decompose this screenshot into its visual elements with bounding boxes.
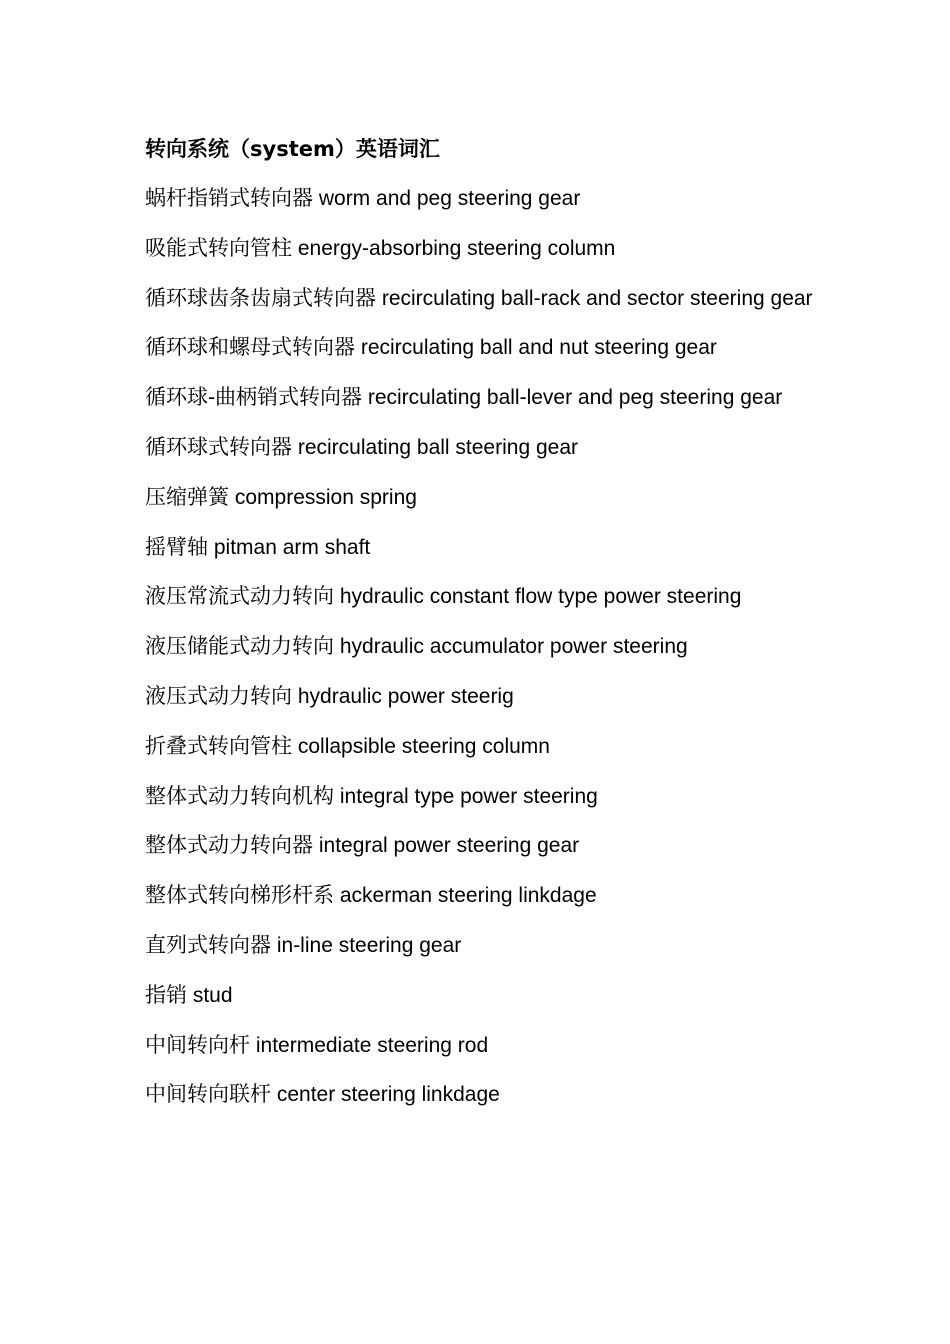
entry-english: recirculating ball steering gear: [297, 435, 578, 459]
entry-chinese: 摇臂轴: [145, 535, 208, 559]
entry-chinese: 折叠式转向管柱: [145, 734, 292, 758]
entry-english: hydraulic constant flow type power steering: [339, 585, 742, 609]
entry-english: pitman arm shaft: [213, 535, 371, 559]
entry-english: integral power steering gear: [318, 834, 580, 858]
entry-english: recirculating ball and nut steering gear: [360, 336, 717, 360]
vocabulary-entry: [145, 921, 817, 971]
vocabulary-entry: [145, 274, 817, 324]
entry-english: compression spring: [234, 485, 417, 509]
entry-english: ackerman steering linkdage: [339, 884, 597, 908]
vocabulary-entry: [145, 722, 817, 772]
vocabulary-entry: [145, 224, 817, 274]
entry-chinese: 液压式动力转向: [145, 684, 292, 708]
vocabulary-entry: [145, 523, 817, 573]
entry-english: recirculating ball-rack and sector steering gear: [381, 286, 813, 310]
vocabulary-entry: [145, 1070, 817, 1120]
entry-chinese: 循环球-曲柄销式转向器: [145, 386, 362, 410]
entry-chinese: 液压储能式动力转向: [145, 635, 334, 659]
vocabulary-entry: [145, 323, 817, 373]
entry-chinese: 吸能式转向管柱: [145, 236, 292, 260]
entry-chinese: 循环球式转向器: [145, 435, 292, 459]
entry-english: collapsible steering column: [297, 734, 550, 758]
entry-english: hydraulic power steerig: [297, 684, 514, 708]
entry-chinese: 液压常流式动力转向: [145, 585, 334, 609]
entry-chinese: 循环球和螺母式转向器: [145, 336, 355, 360]
vocabulary-entry: [145, 572, 817, 622]
entry-english: hydraulic accumulator power steering: [339, 635, 688, 659]
entry-chinese: 整体式动力转向器: [145, 834, 313, 858]
vocabulary-entry: [145, 174, 817, 224]
vocabulary-entry: [145, 373, 817, 423]
entry-chinese: 压缩弹簧: [145, 485, 229, 509]
entry-english: stud: [192, 983, 233, 1007]
entry-english: recirculating ball-lever and peg steering gear: [367, 386, 783, 410]
entry-chinese: 指销: [145, 983, 187, 1007]
vocabulary-entry: [145, 1021, 817, 1071]
entry-chinese: 中间转向联杆: [145, 1083, 271, 1107]
entry-chinese: 整体式转向梯形杆系: [145, 884, 334, 908]
document-title: 转向系统（system）英语词汇: [145, 137, 440, 161]
entry-chinese: 直列式转向器: [145, 933, 271, 957]
entry-english: in-line steering gear: [276, 933, 462, 957]
vocabulary-entry: [145, 772, 817, 822]
entry-chinese: 蜗杆指销式转向器: [145, 187, 313, 210]
document-body: [145, 124, 817, 1120]
entry-chinese: 整体式动力转向机构: [145, 784, 334, 808]
entry-english: worm and peg steering gear: [318, 187, 581, 210]
vocabulary-entry: [145, 473, 817, 523]
entry-chinese: 循环球齿条齿扇式转向器: [145, 286, 376, 310]
entry-english: integral type power steering: [339, 784, 598, 808]
vocabulary-entry: [145, 423, 817, 473]
vocabulary-entry: [145, 971, 817, 1021]
vocabulary-entry: [145, 622, 817, 672]
entry-english: energy-absorbing steering column: [297, 236, 616, 260]
entry-english: intermediate steering rod: [255, 1033, 489, 1057]
entry-english: center steering linkdage: [276, 1083, 500, 1107]
vocabulary-entry: [145, 871, 817, 921]
vocabulary-entry: [145, 672, 817, 722]
vocabulary-list: [145, 174, 817, 1120]
vocabulary-entry: [145, 821, 817, 871]
entry-chinese: 中间转向杆: [145, 1033, 250, 1057]
